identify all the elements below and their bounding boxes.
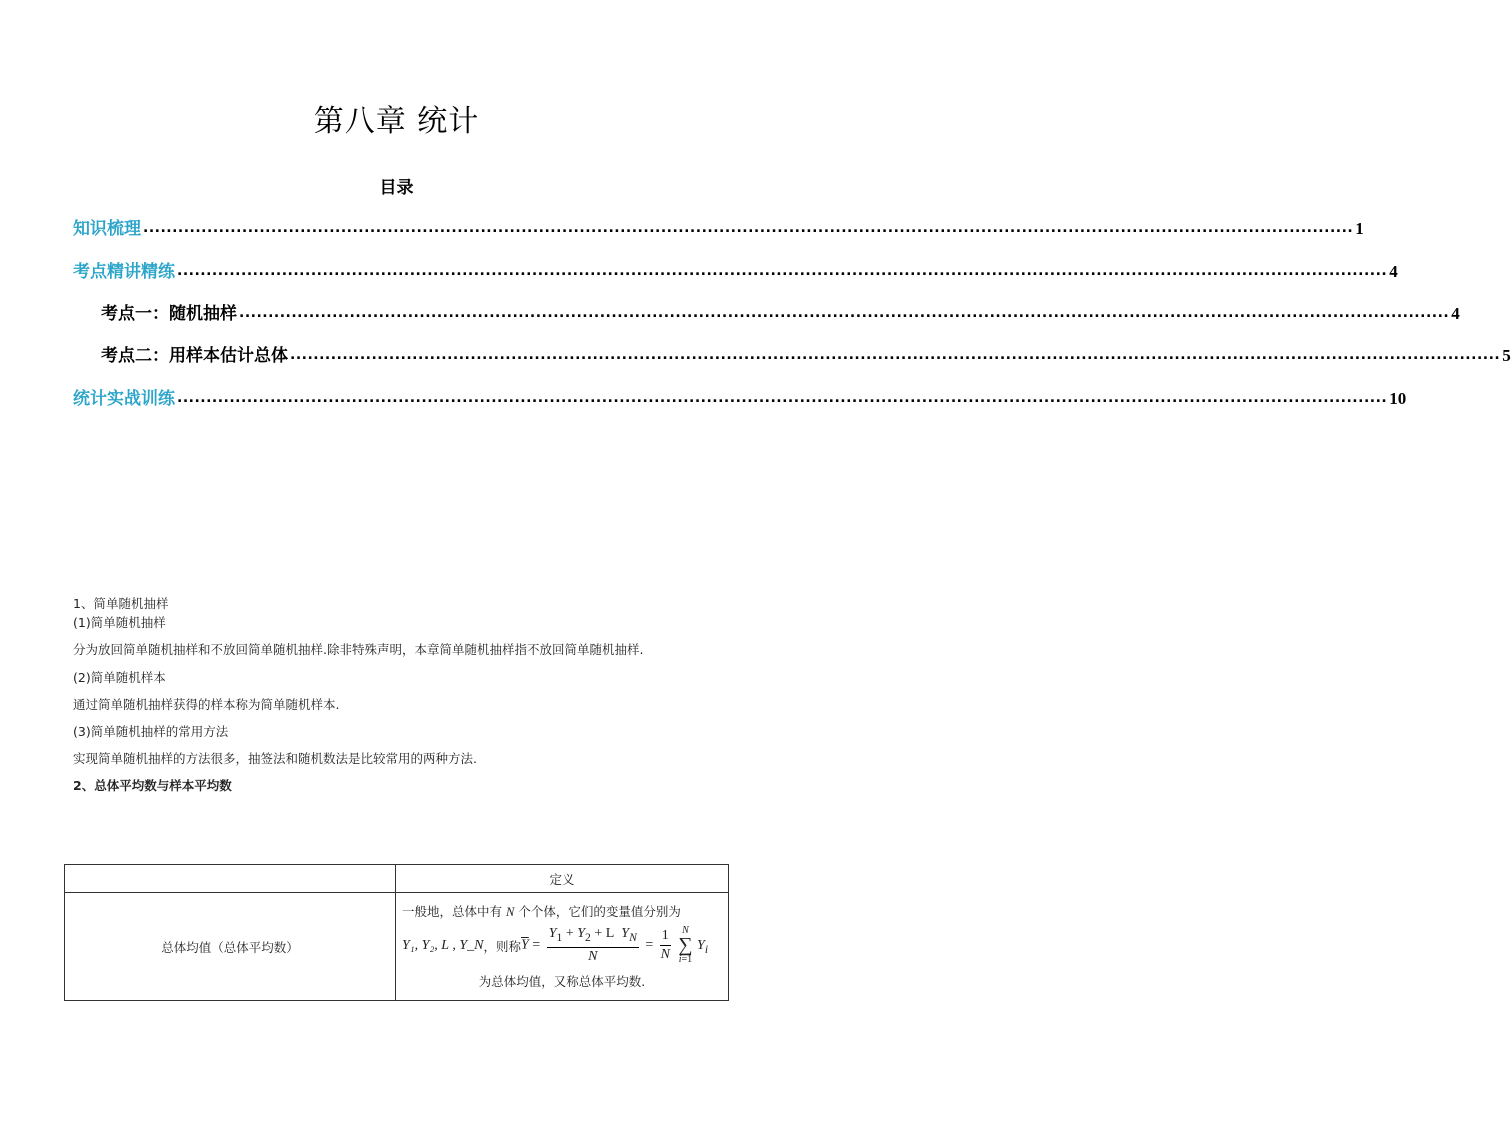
toc-entry-page: 1 [1355, 219, 1364, 238]
table-header-empty [65, 865, 396, 893]
paragraph: 实现简单随机抽样的方法很多，抽签法和随机数法是比较常用的两种方法. [73, 751, 477, 766]
toc-leader: ................................................................................................................................................................................................................ [239, 305, 1450, 321]
toc-entry-page: 4 [1451, 304, 1460, 323]
toc-entry-label: 考点一：随机抽样 [101, 304, 237, 324]
formula-line: Y₁, Y₂, L , Y_N ，则称 $\overline{Y}$ = $\frac{Y_1 + Y_2 + L Y_N}{N}$ = $\frac{1}{N}$ N ∑ i=1 $Y_i$ [402, 925, 709, 966]
toc-entry-knowledge[interactable] [73, 215, 1364, 239]
toc-entry-key-points[interactable] [73, 258, 1398, 282]
section-heading: 1、简单随机抽样 [73, 596, 169, 611]
toc-leader: ................................................................................................................................................................................................................ [143, 220, 1354, 236]
subsection-heading: (2)简单随机样本 [73, 670, 166, 685]
toc-leader: ................................................................................................................................................................................................................ [177, 390, 1388, 406]
table-header-definition: 定义 [396, 865, 729, 893]
variable-list: Y₁, Y₂, L , Y_N [402, 937, 484, 953]
toc-entry-point-2[interactable] [101, 342, 1511, 366]
toc-entry-label: 知识梳理 [73, 219, 141, 239]
toc-entry-page: 10 [1389, 389, 1407, 408]
toc-leader: ................................................................................................................................................................................................................ [177, 263, 1388, 279]
toc-leader: ................................................................................................................................................................................................................ [290, 347, 1501, 363]
subsection-heading: (1)简单随机抽样 [73, 615, 166, 630]
definition-line: 一般地，总体中有 N 个个体，它们的变量值分别为 [402, 903, 681, 919]
mean-formula: $\overline{Y}$ = $\frac{Y_1 + Y_2 + L Y_N}{N}$ = $\frac{1}{N}$ N ∑ i=1 $Y_i$ [520, 925, 709, 966]
subsection-heading: (3)简单随机抽样的常用方法 [73, 724, 229, 739]
definition-cell [396, 893, 729, 1001]
toc-entry-label: 考点二：用样本估计总体 [101, 346, 288, 366]
definition-table [64, 864, 729, 1001]
toc-entry-point-1[interactable] [101, 300, 1460, 324]
section-heading: 2、总体平均数与样本平均数 [73, 778, 232, 793]
document-title: 第八章 统计 [313, 104, 480, 139]
paragraph: 分为放回简单随机抽样和不放回简单随机抽样.除非特殊声明，本章简单随机抽样指不放回简单随机抽样. [73, 642, 644, 657]
toc-entry-practice[interactable] [73, 385, 1407, 409]
toc-entry-page: 4 [1389, 262, 1398, 281]
toc-heading: 目录 [379, 178, 414, 198]
term-cell: 总体均值（总体平均数） [65, 893, 396, 1001]
paragraph: 通过简单随机抽样获得的样本称为简单随机样本. [73, 697, 340, 712]
toc-entry-label: 统计实战训练 [73, 389, 175, 409]
toc-entry-page: 5 [1502, 346, 1511, 365]
toc-entry-label: 考点精讲精练 [73, 262, 175, 282]
definition-line: 为总体均值，又称总体平均数. [478, 973, 646, 989]
